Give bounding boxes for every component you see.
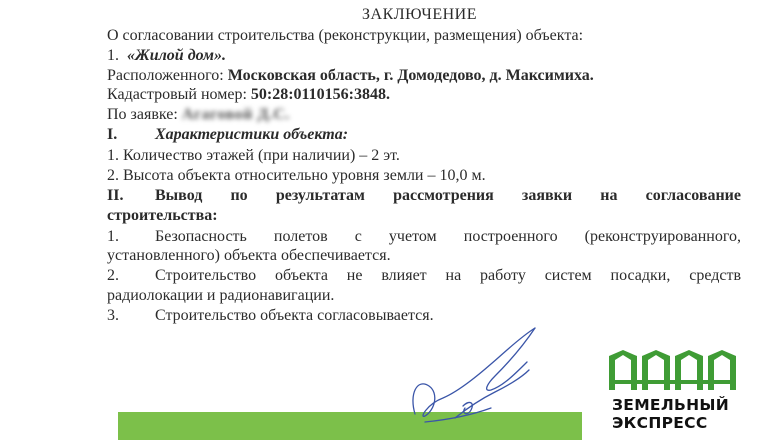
cadastral-label: Кадастровый номер: — [107, 86, 247, 103]
conclusion-item — [107, 306, 434, 326]
section-2-title-line-2: строительства: — [107, 207, 218, 224]
conclusion-number: 1. — [107, 228, 119, 245]
conclusion-item — [107, 227, 741, 247]
conclusion-text: Строительство объекта не влияет на работу систем посадки, средств — [155, 267, 741, 284]
conclusion-text-continued: радиолокации и радионавигации. — [107, 287, 335, 304]
subject-line: О согласовании строительства (реконструкции, размещения) объекта: — [107, 27, 584, 44]
object-number: 1. — [107, 47, 119, 64]
footer-left-white-block — [0, 412, 118, 440]
conclusion-item — [107, 266, 741, 286]
section-2-heading — [107, 186, 741, 206]
location-label: Расположенного: — [107, 67, 224, 84]
request-line — [107, 105, 290, 125]
conclusion-number: 2. — [107, 267, 119, 284]
house-roofs-logo-icon — [607, 350, 737, 390]
section-2-number: II. — [107, 187, 124, 204]
logo-text-line-2: ЭКСПРЕСС — [612, 414, 708, 432]
section-1-title: Характеристики объекта: — [155, 126, 349, 143]
object-line — [107, 46, 226, 66]
location-line — [107, 66, 594, 86]
object-name: «Жилой дом». — [127, 47, 226, 64]
request-label: По заявке: — [107, 106, 178, 123]
document-title: ЗАКЛЮЧЕНИЕ — [362, 6, 477, 23]
conclusion-number: 3. — [107, 307, 119, 324]
cadastral-line — [107, 85, 390, 105]
section-2-title-line-1: Вывод по результатам рассмотрения заявки на согласование — [155, 187, 741, 204]
characteristic-item: 2. Высота объекта относительно уровня земли – 10,0 м. — [107, 167, 486, 184]
section-1-number: I. — [107, 126, 118, 143]
conclusion-text: Строительство объекта согласовывается. — [155, 307, 434, 324]
location-value: Московская область, г. Домодедово, д. Максимиха. — [227, 67, 594, 84]
applicant-name-redacted: Агаговой Д.С. — [181, 106, 290, 123]
signature-icon — [395, 318, 575, 428]
logo-text-line-1: ЗЕМЕЛЬНЫЙ — [612, 396, 730, 414]
section-1-heading — [107, 125, 349, 145]
conclusion-text: Безопасность полетов с учетом построенного (реконструированного, — [155, 228, 741, 245]
company-logo — [582, 338, 780, 440]
conclusion-text-continued: установленного) объекта обеспечивается. — [107, 247, 391, 264]
cadastral-number: 50:28:0110156:3848. — [250, 86, 390, 103]
characteristic-item: 1. Количество этажей (при наличии) – 2 эт. — [107, 147, 400, 164]
